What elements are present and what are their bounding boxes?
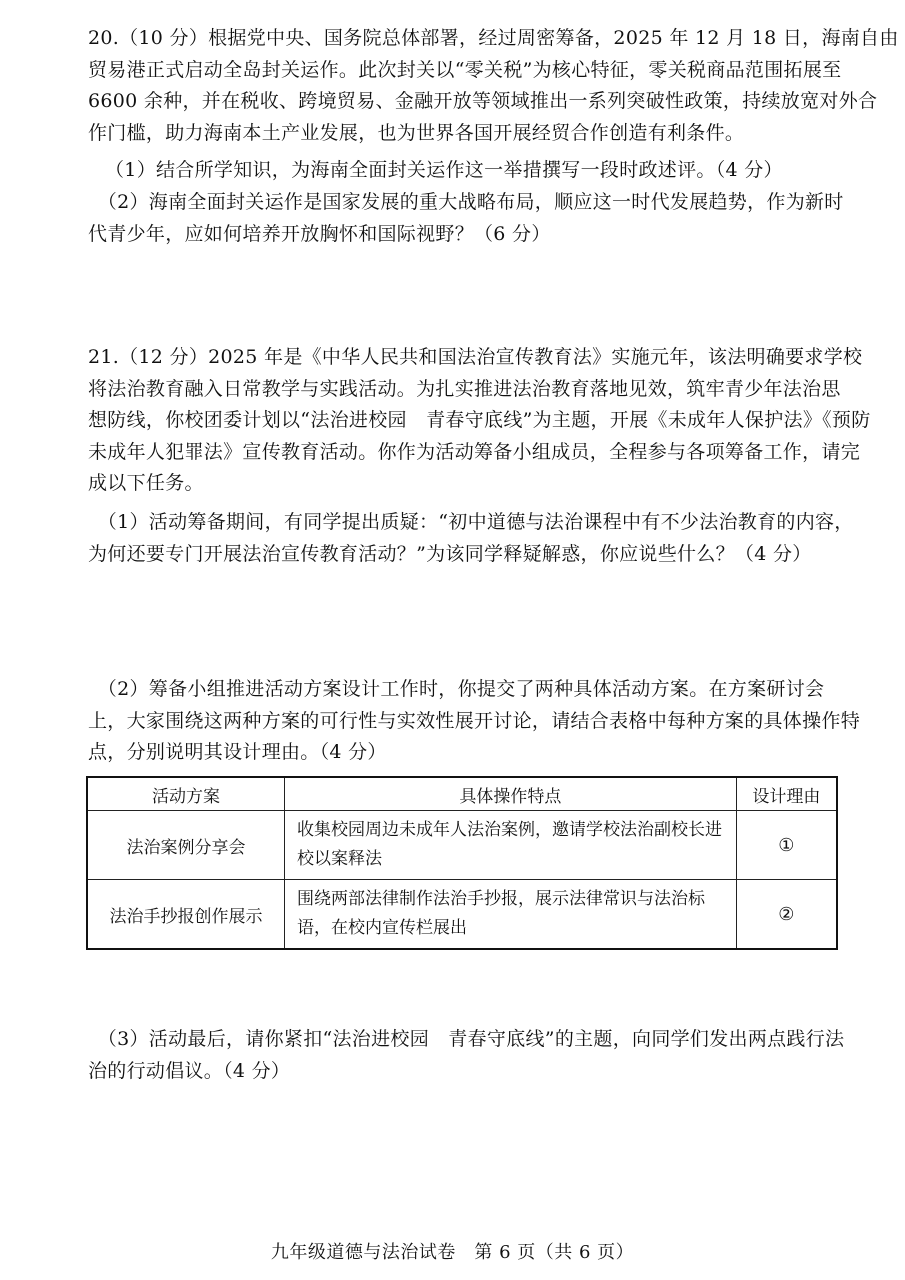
table-header-row — [87, 777, 837, 811]
question-21-part-1 — [88, 507, 858, 570]
text-line: 未成年人犯罪法》宣传教育活动。你作为活动筹备小组成员，全程参与各项筹备工作，请完 — [88, 440, 861, 463]
question-21-part-2 — [88, 674, 861, 769]
text-line: 作门槛，助力海南本土产业发展，也为世界各国开展经贸合作创造有利条件。 — [88, 121, 745, 144]
text-line: 代青少年，应如何培养开放胸怀和国际视野？（6 分） — [88, 222, 551, 245]
text-line: 21.（12 分）2025 年是《中华人民共和国法治宣传教育法》实施元年，该法明确要求学校 — [88, 346, 863, 368]
question-20-stem — [88, 23, 899, 149]
header-plan: 活动方案 — [87, 777, 284, 811]
text-line: 为何还要专门开展法治宣传教育活动？”为该同学释疑解惑，你应说些什么？（4 分） — [88, 542, 812, 565]
header-feature: 具体操作特点 — [284, 777, 736, 811]
text-line: 20.（10 分）根据党中央、国务院总体部署，经过周密筹备，2025 年 12 月 18 日，海南自由 — [88, 27, 899, 49]
header-reason: 设计理由 — [736, 777, 837, 811]
text-line: （2）海南全面封关运作是国家发展的重大战略布局，顺应这一时代发展趋势，作为新时 — [88, 191, 844, 213]
text-line: 将法治教育融入日常教学与实践活动。为扎实推进法治教育落地见效，筑牢青少年法治思 — [88, 377, 841, 400]
text-line: 6600 余种，并在税收、跨境贸易、金融开放等领域推出一系列突破性政策，持续放宽对外合 — [88, 90, 878, 112]
text-line: 想防线，你校团委计划以“法治进校园 青春守底线”为主题，开展《未成年人保护法》《预防 — [88, 409, 871, 431]
question-20-part-2 — [88, 187, 858, 250]
plan-name: 法治案例分享会 — [87, 811, 284, 880]
page-footer: 九年级道德与法治试卷 第 6 页（共 6 页） — [270, 1242, 635, 1263]
text-line: （3）活动最后，请你紧扣“法治进校园 青春守底线”的主题，向同学们发出两点践行法 — [88, 1028, 845, 1050]
text-line: 成以下任务。 — [88, 472, 204, 494]
activity-plan-table — [86, 776, 838, 950]
text-line: 贸易港正式启动全岛封关运作。此次封关以“零关税”为核心特征，零关税商品范围拓展至 — [88, 58, 842, 81]
plan-feature: 收集校园周边未成年人法治案例，邀请学校法治副校长进校以案释法 — [284, 811, 736, 880]
question-20-part-1 — [105, 155, 855, 187]
question-21-stem — [88, 342, 871, 500]
text-line: 点，分别说明其设计理由。（4 分） — [88, 741, 387, 763]
plan-reason-marker: ② — [736, 880, 837, 950]
text-line: （2）筹备小组推进活动方案设计工作时，你提交了两种具体活动方案。在方案研讨会 — [88, 678, 825, 700]
table-row — [87, 811, 837, 880]
plan-feature: 围绕两部法律制作法治手抄报，展示法律常识与法治标语，在校内宣传栏展出 — [284, 880, 736, 950]
text-line: （1）活动筹备期间，有同学提出质疑：“初中道德与法治课程中有不少法治教育的内容， — [88, 511, 854, 533]
text-line: 治的行动倡议。（4 分） — [88, 1059, 291, 1082]
plan-name: 法治手抄报创作展示 — [87, 880, 284, 950]
plan-reason-marker: ① — [736, 811, 837, 880]
table-row — [87, 880, 837, 950]
text-line: 上，大家围绕这两种方案的可行性与实效性展开讨论，请结合表格中每种方案的具体操作特 — [88, 709, 861, 732]
question-21-part-3 — [88, 1024, 858, 1087]
text-line: （1）结合所学知识，为海南全面封关运作这一举措撰写一段时政述评。（4 分） — [105, 159, 783, 181]
